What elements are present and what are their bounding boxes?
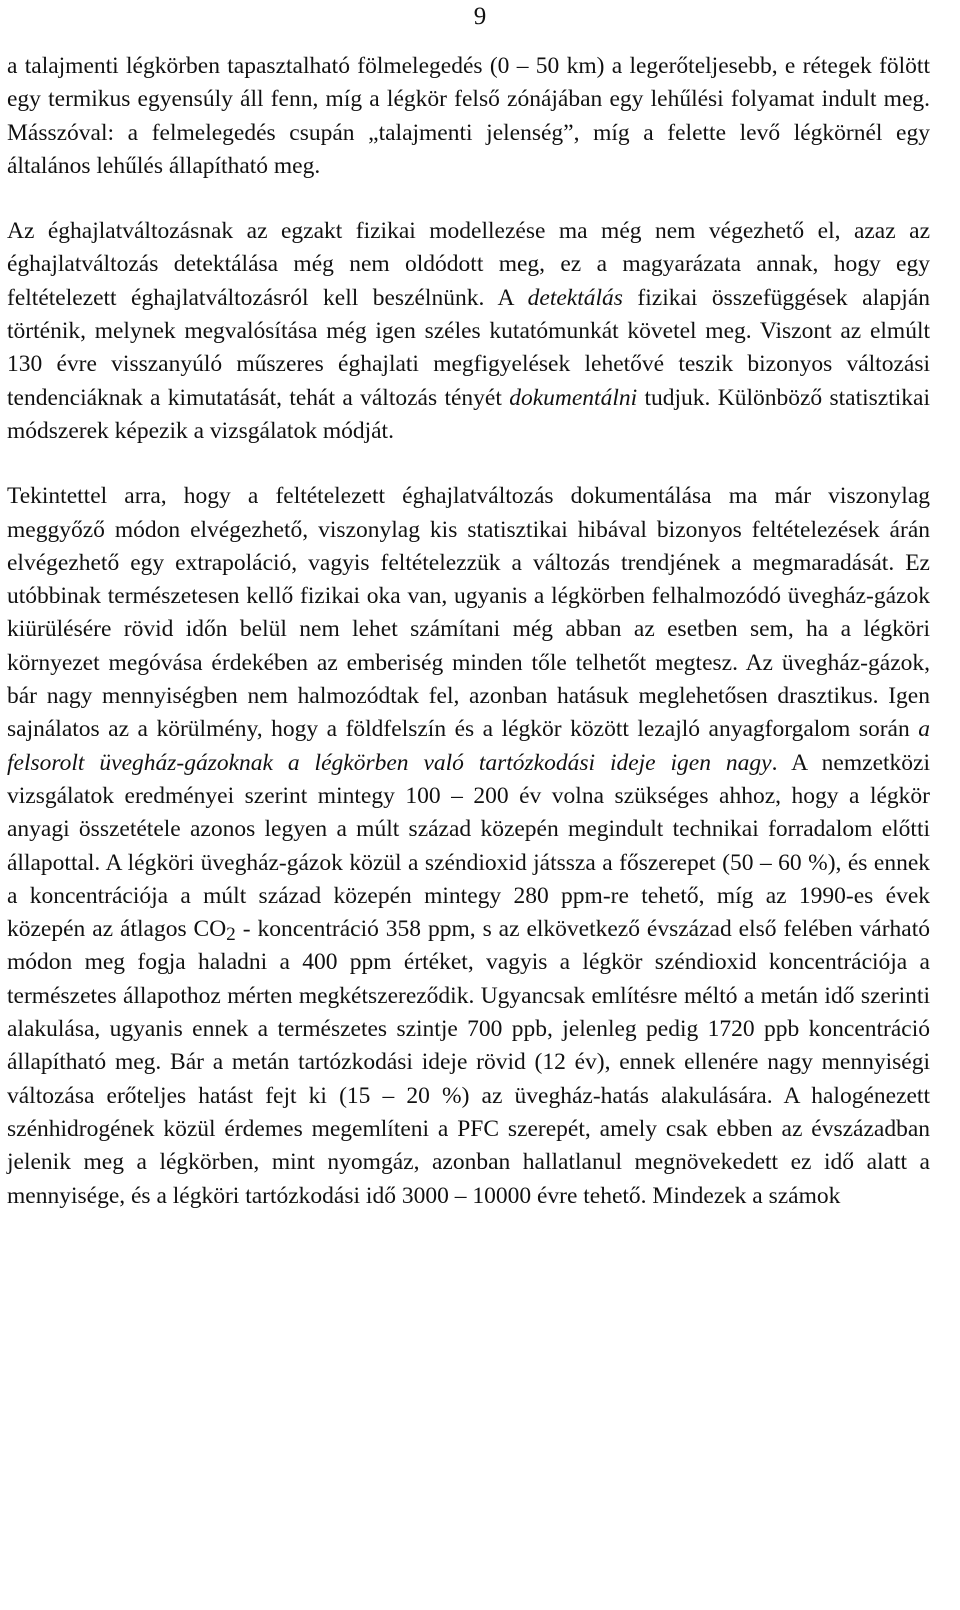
text-run: . A nemzetközi vizsgálatok eredményei szerint mintegy 100 – 200 év volna szükséges ahhoz, hogy a légkör anyagi összetétele azonos legyen a múlt század közepén megindult technikai forradalom előtti állapottal. A légköri üvegház-gázok közül a széndioxid játssza a főszerepet (50 – 60 %), és ennek a koncentrációja a múlt század közepén mintegy 280 ppm-re tehető, míg az 1990-es évek közepén az átlagos CO xyxy=(7,749,930,943)
text-run: Tekintettel arra, hogy a feltételezett éghajlatváltozás dokumentálása ma már viszonylag meggyőző módon elvégezhető, viszonylag kis statisztikai hibával bizonyos feltételezések árán elvégezhető egy extrapoláció, vagyis feltételezzük a változás trendjének a megmaradását. Ez utóbbinak természetesen kellő fizikai oka van, ugyanis a légkörben felhalmozódó üvegház-gázok kiürülésére rövid időn belül nem lehet számítani még abban az esetben sem, ha a légköri környezet megóvása érdekében az emberiség minden tőle telhetőt megtesz. Az üvegház-gázok, bár nagy mennyiségben nem halmozódtak fel, azonban hatásuk meglehetősen drasztikus. Igen sajnálatos az a körülmény, hogy a földfelszín és a légkör között lezajló anyagforgalom során xyxy=(7,483,930,743)
paragraph-2 xyxy=(7,215,930,448)
page-number: 9 xyxy=(473,3,487,30)
text-run: - koncentráció 358 ppm, s az elkövetkező évszázad első felében várható módon meg fogja haladni a 400 ppm értéket, vagyis a légkör széndioxid koncentrációja a természetes állapothoz mérten megkétszereződik. Ugyancsak említésre méltó a metán idő szerinti alakulása, ugyanis ennek a természetes szintje 700 ppb, jelenleg pedig 1720 ppb koncentráció állapítható meg. Bár a metán tartózkodási ideje rövid (12 év), ennek ellenére nagy mennyiségi változása erőteljes hatást fejt ki (15 – 20 %) az üvegház-hatás alakulására. A halogénezett szénhidrogének közül érdemes megemlíteni a PFC szerepét, amely csak ebben az évszázadban jelenik meg a légkörben, mint nyomgáz, azonban hallatlanul megnövekedett ez idő alatt a mennyisége, és a légköri tartózkodási idő 3000 – 10000 évre tehető. Mindezek a számok xyxy=(7,916,930,1209)
text-run: Az éghajlatváltozásnak az egzakt fizikai modellezése ma még nem végezhető el, azaz az éghajlatváltozás detektálása még nem oldódott meg, ez a magyarázata annak, hogy egy feltételezett éghajlatváltozásról kell beszélnünk. A xyxy=(7,218,930,311)
paragraph-3 xyxy=(7,480,930,1213)
paragraph-1 xyxy=(7,50,930,183)
text-run: a talajmenti légkörben tapasztalható fölmelegedés (0 – 50 km) a legerőteljesebb, e rétegek fölött egy termikus egyensúly áll fenn, míg a légkör felső zónájában egy lehűlési folyamat indult meg. Másszóval: a felmelegedés csupán „talajmenti jelenség”, míg a felette levő légkörnél egy általános lehűlés állapítható meg. xyxy=(7,53,930,179)
emphasized-text: detektálás xyxy=(527,284,623,311)
emphasized-text: a felsorolt üvegház-gázoknak a légkörben való tartózkodási ideje igen nagy xyxy=(7,716,930,776)
subscript-text: 2 xyxy=(226,923,236,945)
document-body xyxy=(7,50,930,1213)
emphasized-text: dokumentálni xyxy=(509,384,638,411)
text-run: tudjuk. Különböző statisztikai módszerek képezik a vizsgálatok módját. xyxy=(7,384,930,444)
text-run: fizikai összefüggések alapján történik, melynek megvalósítása még igen széles kutatómunkát követel meg. Viszont az elmúlt 130 évre visszanyúló műszeres éghajlati megfigyelések lehetővé teszik bizonyos változási tendenciáknak a kimutatását, tehát a változás tényét xyxy=(7,284,930,411)
